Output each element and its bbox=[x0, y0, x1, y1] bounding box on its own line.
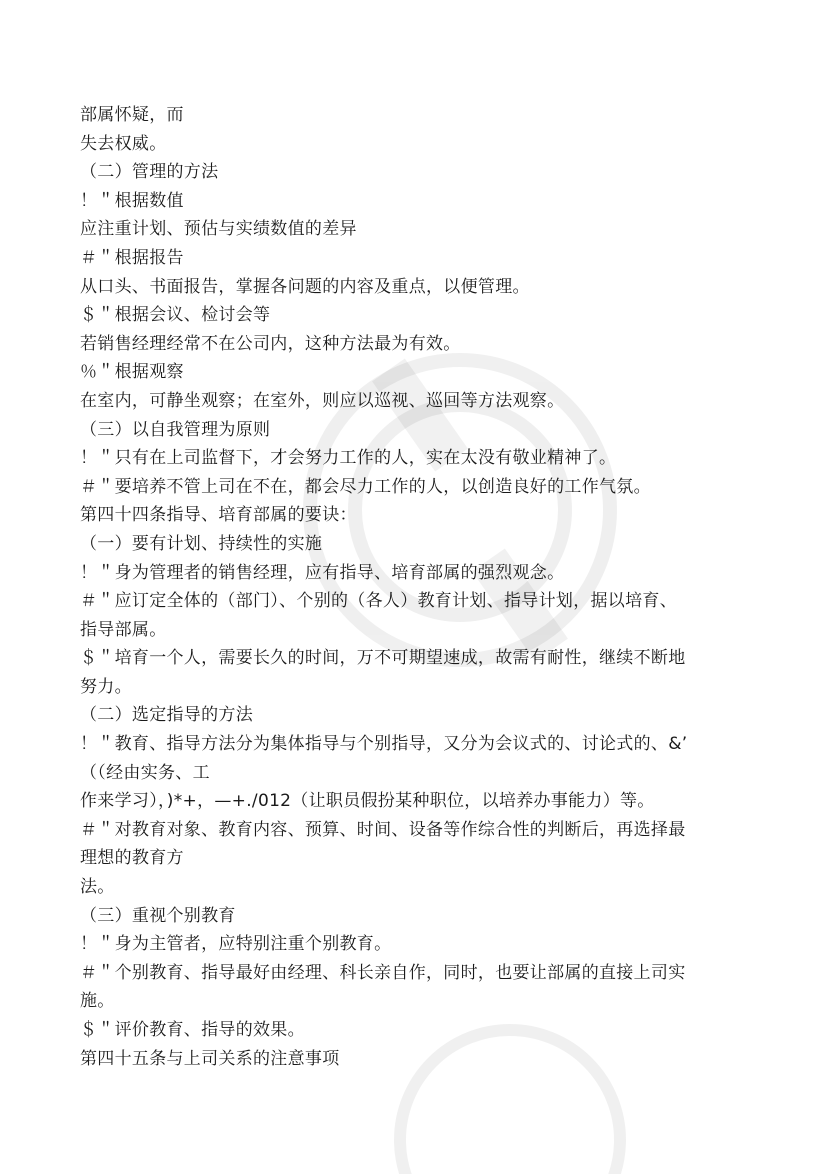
list-item-heading: ！＂根据数值 bbox=[80, 190, 184, 211]
text-line: 在室内，可静坐观察；在室外，则应以巡视、巡回等方法观察。 bbox=[80, 390, 565, 411]
text-line: 努力。 bbox=[80, 676, 132, 697]
section-heading: （三）以自我管理为原则 bbox=[80, 419, 271, 440]
section-heading: （一）要有计划、持续性的实施 bbox=[80, 533, 323, 554]
text-line: 若销售经理经常不在公司内，这种方法最为有效。 bbox=[80, 333, 461, 354]
list-item: ＃＂个别教育、指导最好由经理、科长亲自作，同时，也要让部属的直接上司实 bbox=[80, 962, 686, 983]
list-item: ！＂身为主管者，应特别注重个别教育。 bbox=[80, 934, 392, 955]
list-item: ＃＂应订定全体的（部门）、个别的（各人）教育计划、指导计划，据以培育、 bbox=[80, 591, 677, 612]
section-heading: （二）选定指导的方法 bbox=[80, 705, 253, 726]
list-item-heading: ＃＂根据报告 bbox=[80, 247, 184, 268]
text-line: 部属怀疑，而 bbox=[80, 105, 184, 125]
text-line: 失去权威。 bbox=[80, 133, 167, 154]
list-item: ＄＂评价教育、指导的效果。 bbox=[80, 1020, 305, 1040]
list-item: ！＂只有在上司监督下，才会努力工作的人，实在太没有敬业精神了。 bbox=[80, 448, 617, 469]
list-item: ！＂教育、指导方法分为集体指导与个别指导，又分为会议式的、讨论式的、&’ bbox=[80, 734, 688, 755]
text-line: 作来学习），)*+，—+./012（让职员假扮某种职位，以培养办事能力）等。 bbox=[80, 791, 655, 812]
text-line: （（经由实务、工 bbox=[80, 762, 210, 783]
text-line: 理想的教育方 bbox=[80, 848, 184, 869]
list-item-heading: ＄＂根据会议、检讨会等 bbox=[80, 305, 271, 326]
article-heading: 第四十四条指导、培育部属的要诀： bbox=[80, 505, 357, 526]
list-item: ＄＂培育一个人，需要长久的时间，万不可期望速成，故需有耐性，继续不断地 bbox=[80, 648, 686, 669]
section-heading: （二）管理的方法 bbox=[80, 162, 219, 183]
list-item: ！＂身为管理者的销售经理，应有指导、培育部属的强烈观念。 bbox=[80, 562, 565, 583]
text-line: 指导部属。 bbox=[80, 619, 167, 640]
text-line: 施。 bbox=[80, 991, 115, 1012]
article-heading: 第四十五条与上司关系的注意事项 bbox=[80, 1048, 340, 1069]
text-line: 法。 bbox=[80, 877, 115, 898]
document-body bbox=[80, 101, 760, 1073]
text-line: 应注重计划、预估与实绩数值的差异 bbox=[80, 219, 357, 240]
section-heading: （三）重视个别教育 bbox=[80, 905, 236, 926]
list-item: ＃＂要培养不管上司在不在，都会尽力工作的人，以创造良好的工作气氛。 bbox=[80, 476, 651, 497]
list-item: ＃＂对教育对象、教育内容、预算、时间、设备等作综合性的判断后，再选择最 bbox=[80, 819, 686, 840]
list-item-heading: ％＂根据观察 bbox=[80, 362, 184, 383]
text-line: 从口头、书面报告，掌握各问题的内容及重点，以便管理。 bbox=[80, 276, 530, 297]
